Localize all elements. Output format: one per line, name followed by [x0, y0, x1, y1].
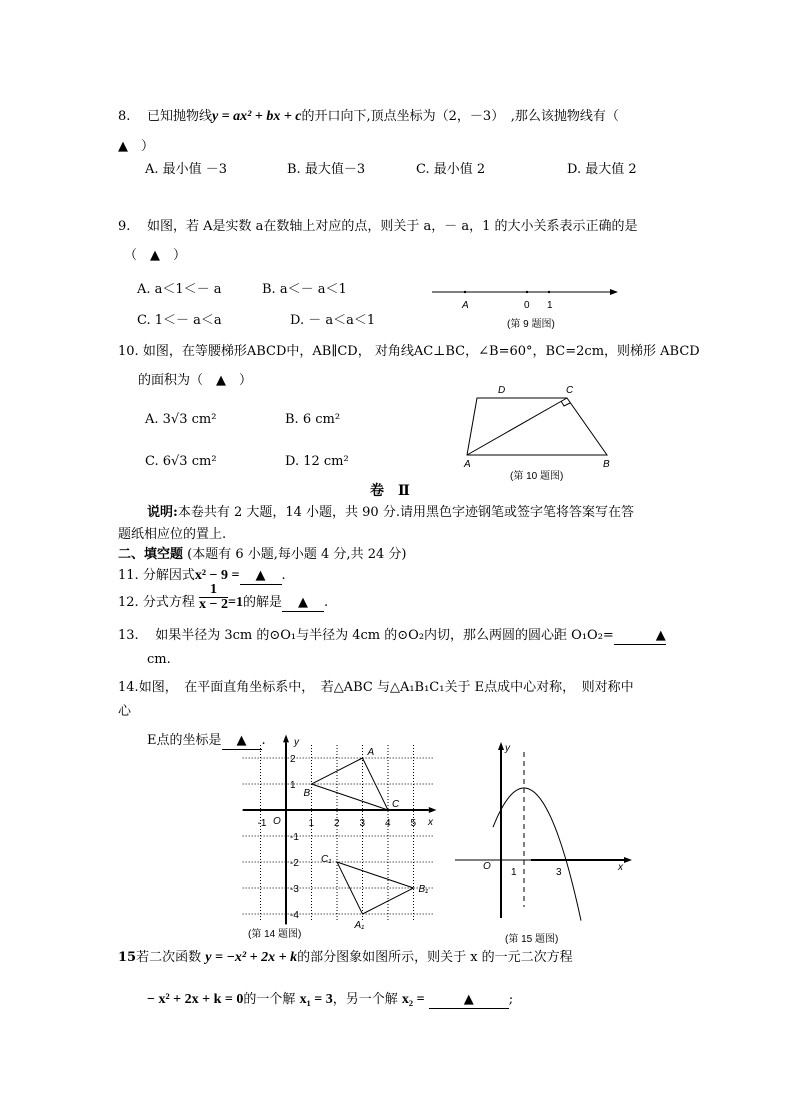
arrow-icon — [624, 857, 632, 863]
y-tick: -1 — [290, 832, 299, 843]
q15-number: 15 — [118, 950, 137, 965]
q8-option-b: B. 最大值－3 — [287, 162, 366, 177]
note-text: 本卷共有 2 大题，14 小题，共 90 分.请用黑色字迹钢笔或签字笔将答案写在答 — [177, 505, 634, 520]
q8-answer: ▲ ） — [118, 139, 154, 154]
heading-note: (本题有 6 小题,每小题 4 分,共 24 分) — [187, 547, 407, 562]
x-axis-label: x — [618, 862, 623, 873]
q15-answer-blank: ▲ — [429, 992, 509, 1009]
q15-text2: 的一个解 — [243, 992, 296, 1007]
x-tick-3: 3 — [556, 867, 562, 878]
y-axis-label: y — [505, 743, 510, 754]
diagonal-ac — [467, 398, 567, 455]
x-tick: 4 — [385, 818, 391, 829]
q9-option-c: C. 1＜－ a＜a — [137, 313, 222, 328]
q12-number: 12. — [118, 595, 139, 610]
q12-answer-blank: ▲ — [282, 595, 324, 612]
point-1 — [548, 291, 550, 293]
triangle-abc — [312, 758, 389, 810]
label-d: D — [498, 385, 506, 396]
q14-text2: E点的坐标是 — [147, 733, 222, 748]
q10-text2: 的面积为（ ▲ ） — [138, 373, 252, 388]
q9-option-d: D. － a＜a＜1 — [290, 313, 376, 328]
q9-number: 9. — [118, 219, 131, 234]
q15-formula3: x₁ = 3 — [299, 992, 333, 1007]
q10-number: 10. — [118, 344, 139, 359]
q13-unit: cm. — [147, 652, 171, 667]
q11-answer-blank: ▲ — [240, 568, 282, 585]
x-tick: 5 — [410, 818, 417, 829]
q8-text: 已知抛物线 — [146, 109, 212, 124]
origin-label: O — [273, 816, 281, 827]
arrow-icon — [429, 807, 437, 813]
right-angle-mark — [561, 401, 570, 406]
q12-text2: 的解是 — [242, 595, 282, 610]
vertex-label: A — [367, 747, 375, 758]
q8-option-a: A. 最小值 －3 — [145, 162, 228, 177]
q10-option-b: B. 6 cm² — [285, 412, 341, 427]
heading-text: 二、填空题 — [118, 547, 184, 562]
q8-number: 8. — [118, 109, 131, 124]
origin-label: O — [483, 861, 491, 872]
label-c: C — [566, 385, 574, 396]
q14-number: 14. — [118, 680, 139, 695]
coordinate-grid-figure — [243, 735, 437, 931]
q15-end: ; — [508, 992, 514, 1007]
y-tick: -2 — [290, 858, 299, 869]
x-tick-1: 1 — [511, 867, 517, 878]
x-tick: 2 — [334, 818, 340, 829]
arrow-icon — [283, 735, 289, 743]
q15-formula2: − x² + 2x + k = 0 — [147, 992, 244, 1007]
section-note2: 题纸相应位的置上. — [118, 527, 227, 542]
q15-text3: ，另一个解 — [332, 992, 398, 1007]
q11-formula: x² − 9 = — [194, 568, 240, 583]
fig9-caption: (第 9 题图) — [507, 319, 555, 330]
note-label: 说明: — [147, 505, 178, 520]
y-tick: 2 — [290, 754, 296, 765]
vertex-label: B — [303, 788, 311, 799]
q11-number: 11. — [118, 568, 139, 583]
q13-number: 13. — [118, 628, 139, 643]
q15-text: 若二次函数 — [136, 950, 202, 965]
q13-answer-blank: ▲ — [614, 628, 666, 645]
q8-option-d: D. 最大值 2 — [567, 162, 637, 177]
q9-option-a: A. a＜1＜－ a — [137, 282, 222, 297]
parabola-curve — [493, 788, 581, 921]
section-title: 卷 Ⅱ — [370, 483, 410, 499]
q15-formula: y = −x² + 2x + k — [205, 950, 298, 965]
q13-text: 如果半径为 3cm 的⊙O₁与半径为 4cm 的⊙O₂内切，那么两圆的圆心距 O₁O₂= — [155, 628, 614, 643]
vertex-label: B₁ — [418, 884, 429, 895]
q8-formula: y = ax² + bx + c — [211, 109, 302, 124]
q14-line2: E点的坐标是 ▲ . — [147, 733, 266, 748]
fig14-caption: (第 14 题图) — [248, 929, 302, 940]
q8-text-b: 的开口向下,顶点坐标为（2，－3） ,那么该抛物线有（ — [301, 109, 619, 124]
q9-text: 如图，若 A是实数 a在数轴上对应的点，则关于 a，－ a，1 的大小关系表示正确的是 — [146, 219, 638, 234]
number-line-figure — [432, 289, 618, 330]
q11: 11. 分解因式x² − 9 = ▲ . — [118, 568, 286, 583]
vertex-label: C₁ — [321, 854, 332, 865]
q10-option-a: A. 3√3 cm² — [145, 412, 217, 427]
q10-option-c: C. 6√3 cm² — [145, 454, 217, 469]
point-0 — [526, 291, 528, 293]
fig15-caption: (第 15 题图) — [505, 934, 559, 945]
x-tick: 1 — [308, 818, 315, 829]
arrow-icon — [498, 742, 504, 750]
q8-option-c: C. 最小值 2 — [416, 162, 486, 177]
label-a: A — [464, 459, 471, 470]
x-tick: -1 — [257, 818, 267, 829]
label-1: 1 — [547, 300, 553, 311]
q15-formula4: x₂ = — [401, 992, 425, 1007]
fig10-caption: (第 10 题图) — [510, 471, 564, 482]
parabola-figure — [455, 742, 632, 945]
q11-text: 分解因式 — [142, 568, 195, 583]
label-0: 0 — [524, 300, 530, 311]
q14-answer-blank: ▲ — [222, 733, 262, 750]
vertex-label: C — [392, 799, 400, 810]
q12-numerator: 1 — [199, 583, 228, 598]
y-tick: -3 — [290, 884, 299, 895]
q12-formula-tail: =1 — [227, 595, 243, 610]
q9-option-b: B. a＜－ a＜1 — [262, 282, 347, 297]
q14-text: 如图， 在平面直角坐标系中， 若△ABC 与△A₁B₁C₁关于 E点成中心对称， 则对称中 — [138, 680, 634, 695]
point-a — [464, 291, 466, 293]
x-tick: 3 — [359, 818, 366, 829]
vertex-label: A₁ — [354, 920, 365, 931]
y-axis-label: y — [294, 737, 299, 748]
q10-option-d: D. 12 cm² — [285, 454, 349, 469]
label-b: B — [603, 459, 610, 470]
q10-text: 如图，在等腰梯形ABCD中，AB∥CD， 对角线AC⊥BC，∠B=60°，BC=2cm，则梯形 ABCD — [142, 344, 700, 359]
y-tick: -4 — [290, 910, 299, 921]
trapezoid-figure — [467, 398, 607, 455]
x-axis-label: x — [428, 817, 433, 828]
q9-answer: （ ▲ ） — [124, 248, 186, 263]
label-a: A — [462, 300, 469, 311]
q15-text-b: 的部分图象如图所示，则关于 x 的一元二次方程 — [297, 950, 573, 965]
y-tick: 1 — [290, 780, 296, 791]
q12: 12. 分式方程 $\frac{1}{x - 2}$ =1的解是 ▲ . — [118, 582, 329, 612]
arrow-icon — [610, 289, 618, 295]
q14-text-wrap: 心 — [118, 704, 132, 719]
trapezoid — [467, 398, 607, 455]
q12-denominator: x − 2 — [198, 597, 228, 612]
q12-text: 分式方程 — [142, 595, 195, 610]
